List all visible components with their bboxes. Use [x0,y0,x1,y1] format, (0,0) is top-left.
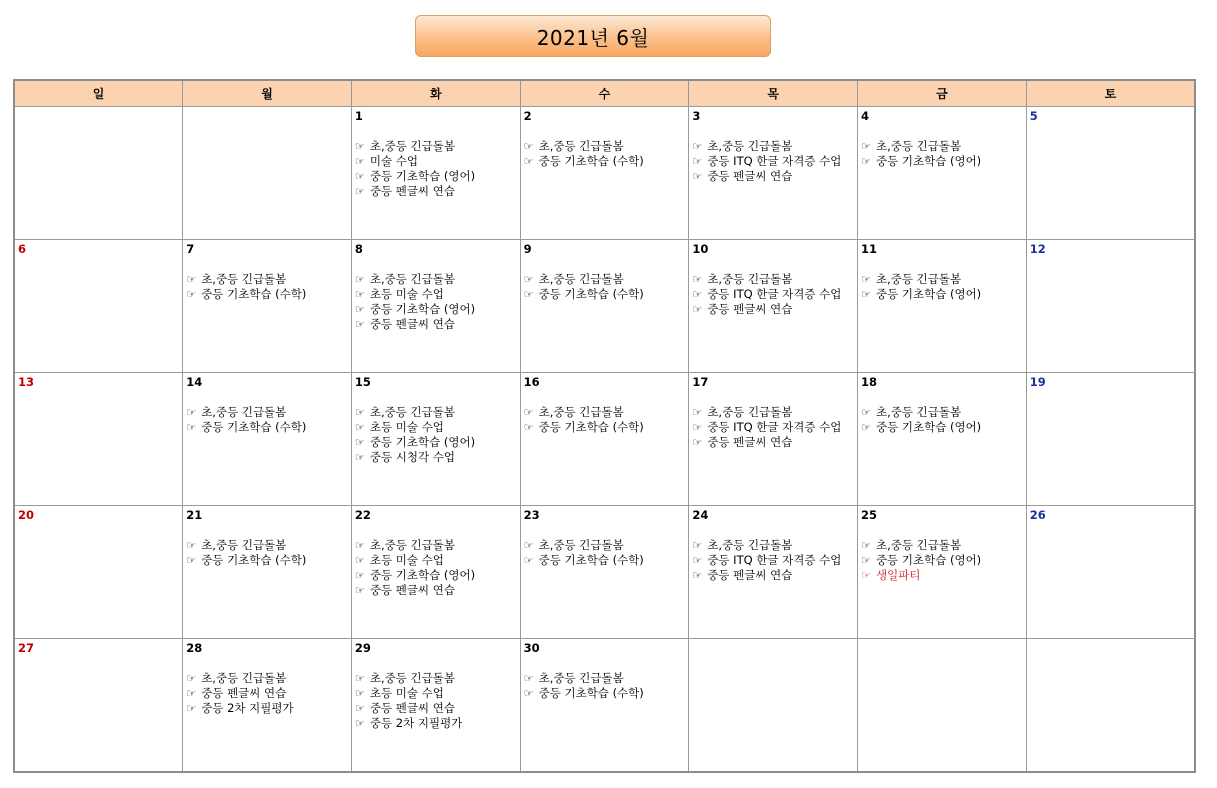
event-text: 중등 기초학습 (영어) [876,553,982,567]
event-text: 초,중등 긴급돌봄 [876,538,962,552]
event-item [861,538,1023,553]
event-text: 중등 시청각 수업 [369,450,455,464]
pointing-hand-icon: ☞ [692,539,703,552]
day-number: 3 [692,109,701,123]
event-item [186,671,348,686]
event-text: 초등 미술 수업 [369,686,444,700]
day-cell[interactable] [351,107,520,240]
day-cell[interactable] [520,373,689,506]
event-item [861,154,1023,169]
pointing-hand-icon: ☞ [354,318,365,331]
day-number: 10 [692,242,709,256]
day-cell[interactable] [183,639,352,773]
day-number: 9 [523,242,532,256]
pointing-hand-icon: ☞ [523,288,534,301]
event-item [186,701,348,716]
event-item [524,553,686,568]
event-item [186,686,348,701]
event-item [355,568,517,583]
event-list [861,405,1023,435]
event-text: 초,중등 긴급돌봄 [876,139,962,153]
event-text: 초,중등 긴급돌봄 [538,405,624,419]
day-cell[interactable] [689,506,858,639]
day-number: 21 [186,508,203,522]
day-number: 30 [523,641,540,655]
day-cell[interactable] [14,639,183,773]
event-item [355,420,517,435]
pointing-hand-icon: ☞ [354,170,365,183]
event-text: 중등 펜글씨 연습 [369,701,455,715]
day-cell[interactable] [1026,373,1195,506]
event-text: 초,중등 긴급돌봄 [538,671,624,685]
pointing-hand-icon: ☞ [523,421,534,434]
day-cell[interactable] [14,240,183,373]
day-number: 1 [354,109,363,123]
event-text: 초,중등 긴급돌봄 [538,272,624,286]
day-number: 2 [523,109,532,123]
day-number: 17 [692,375,709,389]
event-item [355,686,517,701]
event-item [355,671,517,686]
event-item [692,420,854,435]
event-text: 중등 기초학습 (영어) [876,154,982,168]
pointing-hand-icon: ☞ [861,421,871,434]
day-number: 15 [354,375,371,389]
event-item [692,272,854,287]
pointing-hand-icon: ☞ [692,436,703,449]
pointing-hand-icon: ☞ [354,702,365,715]
event-list [524,139,686,169]
day-cell[interactable] [858,107,1027,240]
event-text: 중등 기초학습 (수학) [538,154,644,168]
day-number: 18 [861,375,878,389]
week-row [14,373,1195,506]
event-list [692,538,854,583]
day-cell[interactable] [858,639,1027,773]
day-cell[interactable] [351,240,520,373]
event-item [355,184,517,199]
day-number: 22 [354,508,371,522]
event-item [186,272,348,287]
event-text: 중등 기초학습 (수학) [538,287,644,301]
day-cell[interactable] [183,373,352,506]
event-item [692,302,854,317]
event-text: 중등 기초학습 (영어) [369,302,476,316]
event-text: 초,중등 긴급돌봄 [707,139,793,153]
day-cell[interactable] [183,240,352,373]
event-text: 중등 기초학습 (수학) [201,553,307,567]
event-list [861,139,1023,169]
event-item [524,272,686,287]
pointing-hand-icon: ☞ [354,436,365,449]
pointing-hand-icon: ☞ [354,288,365,301]
event-text: 초등 미술 수업 [369,420,444,434]
day-cell[interactable] [520,506,689,639]
event-item [186,405,348,420]
pointing-hand-icon: ☞ [861,406,871,419]
event-text: 중등 ITQ 한글 자격증 수업 [707,420,842,434]
day-number: 13 [18,375,35,389]
event-item [524,154,686,169]
event-text: 초,중등 긴급돌봄 [707,538,793,552]
day-cell[interactable] [858,506,1027,639]
event-item [355,450,517,465]
event-text: 중등 2차 지필평가 [369,716,463,730]
special-event-item [861,568,1023,583]
weekday-sat: 토 [1026,80,1195,107]
event-text: 중등 기초학습 (영어) [369,568,476,582]
event-item [861,420,1023,435]
pointing-hand-icon: ☞ [354,672,365,685]
event-item [355,154,517,169]
event-text: 초,중등 긴급돌봄 [876,272,962,286]
weekday-fri: 금 [858,80,1027,107]
week-row [14,107,1195,240]
day-cell[interactable] [1026,107,1195,240]
day-number: 29 [354,641,371,655]
pointing-hand-icon: ☞ [354,303,365,316]
event-text: 중등 기초학습 (영어) [876,287,982,301]
event-item [524,139,686,154]
pointing-hand-icon: ☞ [692,303,703,316]
day-cell[interactable] [858,373,1027,506]
event-item [355,435,517,450]
pointing-hand-icon: ☞ [354,451,365,464]
day-cell[interactable] [183,107,352,240]
day-number: 6 [18,242,27,256]
event-text: 초,중등 긴급돌봄 [538,538,624,552]
day-number [186,109,348,123]
day-number: 16 [523,375,540,389]
pointing-hand-icon: ☞ [186,273,197,286]
event-text: 초등 미술 수업 [369,287,444,301]
event-item [692,405,854,420]
day-cell[interactable] [351,506,520,639]
event-text: 중등 ITQ 한글 자격증 수업 [707,287,842,301]
pointing-hand-icon: ☞ [354,584,365,597]
event-item [186,287,348,302]
day-cell[interactable] [520,107,689,240]
day-cell[interactable] [14,373,183,506]
pointing-hand-icon: ☞ [354,687,365,700]
event-text: 중등 펜글씨 연습 [369,317,455,331]
day-number: 14 [186,375,203,389]
pointing-hand-icon: ☞ [523,554,534,567]
event-item [692,568,854,583]
pointing-hand-icon: ☞ [692,170,703,183]
day-cell[interactable] [689,373,858,506]
event-list [186,671,348,716]
pointing-hand-icon: ☞ [523,273,534,286]
calendar-title: 2021년 6월 [415,15,771,57]
event-text: 중등 기초학습 (영어) [876,420,982,434]
event-list [524,405,686,435]
event-item [861,553,1023,568]
week-row [14,506,1195,639]
event-list [355,538,517,598]
event-text: 초등 미술 수업 [369,553,444,567]
day-cell[interactable] [520,639,689,773]
day-cell[interactable] [689,107,858,240]
event-item [186,553,348,568]
event-item [692,538,854,553]
event-item [355,553,517,568]
event-list [861,272,1023,302]
weekday-sun: 일 [14,80,183,107]
pointing-hand-icon: ☞ [692,273,703,286]
event-item [524,686,686,701]
event-text: 중등 기초학습 (영어) [369,435,476,449]
event-text: 초,중등 긴급돌봄 [369,671,455,685]
day-cell[interactable] [689,639,858,773]
pointing-hand-icon: ☞ [186,687,197,700]
pointing-hand-icon: ☞ [186,406,197,419]
week-row [14,639,1195,773]
pointing-hand-icon: ☞ [861,273,871,286]
weekday-thu: 목 [689,80,858,107]
event-item [524,405,686,420]
pointing-hand-icon: ☞ [692,406,703,419]
pointing-hand-icon: ☞ [186,421,197,434]
event-list [692,139,854,184]
day-number: 7 [186,242,195,256]
pointing-hand-icon: ☞ [354,421,365,434]
pointing-hand-icon: ☞ [861,539,871,552]
day-number: 11 [861,242,878,256]
day-number: 28 [186,641,203,655]
event-text: 중등 기초학습 (수학) [538,420,644,434]
event-text: 중등 ITQ 한글 자격증 수업 [707,553,842,567]
day-number: 26 [1029,508,1046,522]
day-cell[interactable] [183,506,352,639]
event-item [692,553,854,568]
day-number: 23 [523,508,540,522]
pointing-hand-icon: ☞ [186,554,197,567]
event-text: 초,중등 긴급돌봄 [369,405,455,419]
event-text: 초,중등 긴급돌봄 [538,139,624,153]
event-item [355,538,517,553]
event-item [355,139,517,154]
day-cell[interactable] [1026,506,1195,639]
event-item [355,317,517,332]
day-cell[interactable] [351,639,520,773]
event-item [355,272,517,287]
pointing-hand-icon: ☞ [861,155,871,168]
calendar-grid [13,79,1196,773]
pointing-hand-icon: ☞ [354,539,365,552]
event-item [692,154,854,169]
pointing-hand-icon: ☞ [354,717,365,730]
pointing-hand-icon: ☞ [692,140,703,153]
day-cell[interactable] [1026,639,1195,773]
event-item [355,583,517,598]
event-text: 중등 기초학습 (수학) [538,553,644,567]
event-text: 초,중등 긴급돌봄 [707,405,793,419]
event-list [186,272,348,302]
event-text: 초,중등 긴급돌봄 [201,671,287,685]
event-item [355,169,517,184]
event-text: 초,중등 긴급돌봄 [201,538,287,552]
event-item [861,405,1023,420]
day-number [18,109,179,123]
event-text: 초,중등 긴급돌봄 [201,405,287,419]
pointing-hand-icon: ☞ [354,273,365,286]
day-cell[interactable] [520,240,689,373]
day-cell[interactable] [351,373,520,506]
pointing-hand-icon: ☞ [523,672,534,685]
event-item [524,287,686,302]
day-number: 25 [861,508,878,522]
event-item [861,272,1023,287]
event-text: 중등 기초학습 (수학) [201,420,307,434]
event-item [524,420,686,435]
pointing-hand-icon: ☞ [354,155,365,168]
event-list [355,671,517,731]
event-item [355,716,517,731]
day-cell[interactable] [14,107,183,240]
day-number: 19 [1029,375,1046,389]
event-list [186,405,348,435]
event-list [524,538,686,568]
day-cell[interactable] [689,240,858,373]
day-number: 24 [692,508,709,522]
pointing-hand-icon: ☞ [186,539,197,552]
event-text: 초,중등 긴급돌봄 [876,405,962,419]
day-number [692,641,854,655]
event-item [692,435,854,450]
pointing-hand-icon: ☞ [354,140,365,153]
day-cell[interactable] [1026,240,1195,373]
event-text: 중등 펜글씨 연습 [707,435,793,449]
pointing-hand-icon: ☞ [354,554,365,567]
pointing-hand-icon: ☞ [354,569,365,582]
week-row [14,240,1195,373]
pointing-hand-icon: ☞ [186,288,197,301]
event-text: 초,중등 긴급돌봄 [369,538,455,552]
event-list [186,538,348,568]
event-item [861,287,1023,302]
pointing-hand-icon: ☞ [861,140,871,153]
event-item [692,139,854,154]
event-text: 중등 펜글씨 연습 [369,583,455,597]
pointing-hand-icon: ☞ [692,288,703,301]
pointing-hand-icon: ☞ [523,539,534,552]
event-list [355,272,517,332]
event-list [355,139,517,199]
pointing-hand-icon: ☞ [354,185,365,198]
pointing-hand-icon: ☞ [523,155,534,168]
event-text: 초,중등 긴급돌봄 [369,272,455,286]
pointing-hand-icon: ☞ [861,554,871,567]
event-text: 중등 ITQ 한글 자격증 수업 [707,154,842,168]
pointing-hand-icon: ☞ [523,687,534,700]
day-cell[interactable] [858,240,1027,373]
weekday-wed: 수 [520,80,689,107]
weekday-header-row [14,80,1195,107]
event-list [524,671,686,701]
event-item [355,287,517,302]
pointing-hand-icon: ☞ [186,672,197,685]
pointing-hand-icon: ☞ [692,421,703,434]
event-text: 중등 펜글씨 연습 [707,169,793,183]
event-item [524,538,686,553]
event-text: 미술 수업 [369,154,418,168]
event-list [692,405,854,450]
event-text: 중등 기초학습 (영어) [369,169,476,183]
event-text: 중등 펜글씨 연습 [201,686,287,700]
event-text: 초,중등 긴급돌봄 [707,272,793,286]
event-text: 중등 펜글씨 연습 [369,184,455,198]
event-text: 초,중등 긴급돌봄 [369,139,455,153]
pointing-hand-icon: ☞ [523,406,534,419]
event-list [355,405,517,465]
day-number: 27 [18,641,35,655]
pointing-hand-icon: ☞ [692,569,703,582]
pointing-hand-icon: ☞ [186,702,197,715]
day-number [861,641,1023,655]
pointing-hand-icon: ☞ [692,554,703,567]
day-number [1030,641,1191,655]
event-item [186,538,348,553]
event-text: 중등 기초학습 (수학) [201,287,307,301]
pointing-hand-icon: ☞ [861,569,871,582]
weekday-mon: 월 [183,80,352,107]
event-list [524,272,686,302]
event-item [355,302,517,317]
event-text: 초,중등 긴급돌봄 [201,272,287,286]
event-item [692,287,854,302]
event-text: 생일파티 [876,568,921,582]
event-item [524,671,686,686]
pointing-hand-icon: ☞ [861,288,871,301]
event-item [355,405,517,420]
day-number: 4 [861,109,870,123]
event-item [692,169,854,184]
event-text: 중등 펜글씨 연습 [707,568,793,582]
event-list [692,272,854,317]
event-list [861,538,1023,583]
event-item [186,420,348,435]
event-text: 중등 2차 지필평가 [201,701,294,715]
day-number: 8 [354,242,363,256]
pointing-hand-icon: ☞ [354,406,365,419]
event-text: 중등 기초학습 (수학) [538,686,644,700]
day-number: 20 [18,508,35,522]
weekday-tue: 화 [351,80,520,107]
event-item [355,701,517,716]
pointing-hand-icon: ☞ [692,155,703,168]
day-cell[interactable] [14,506,183,639]
day-number: 12 [1029,242,1046,256]
event-item [861,139,1023,154]
day-number: 5 [1029,109,1038,123]
event-text: 중등 펜글씨 연습 [707,302,793,316]
pointing-hand-icon: ☞ [523,140,534,153]
